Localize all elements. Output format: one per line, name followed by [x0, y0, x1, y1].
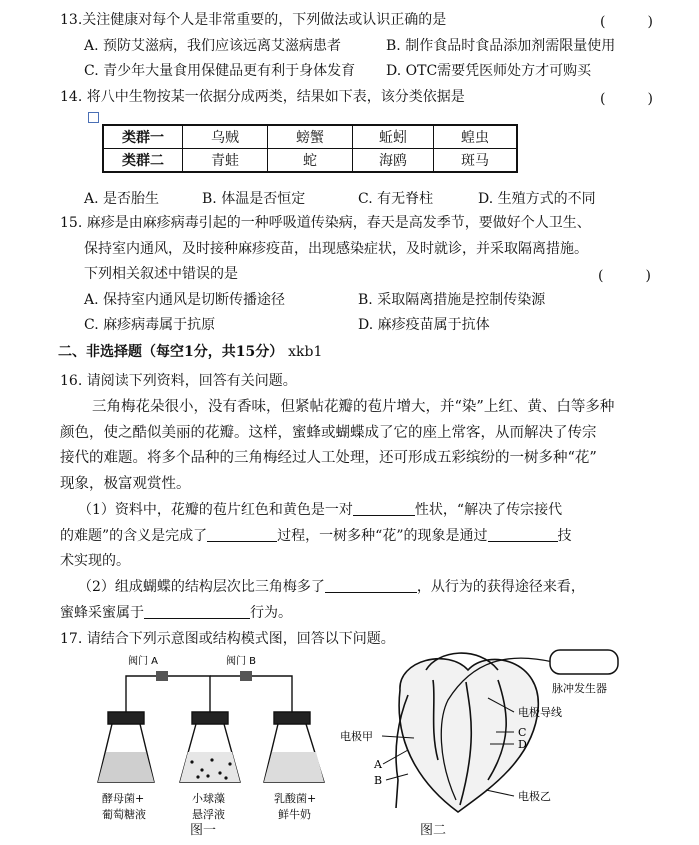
q15-stem-line3: 下列相关叙述中错误的是 — [84, 266, 238, 282]
q16-passage-line1: 三角梅花朵很小，没有香味，但紧帖花瓣的苞片增大，并“染”上红、黄、白等多种 — [92, 399, 615, 415]
flask-liquid — [264, 752, 324, 782]
table-cell: 蚯蚓 — [353, 125, 434, 149]
q16-sub1-text: 的难题”的含义是完成了 — [60, 528, 208, 544]
flask-1-label-line2: 葡萄糖液 — [102, 808, 146, 821]
valve-b-label: 阀门 B — [226, 656, 257, 667]
flask-3-label-line2: 鲜牛奶 — [278, 808, 311, 821]
q14-option-d: D. 生殖方式的不同 — [478, 191, 596, 207]
q15-option-a: A. 保持室内通风是切断传播途径 — [84, 292, 286, 308]
q13-option-a: A. 预防艾滋病，我们应该远离艾滋病患者 — [84, 38, 342, 54]
q16-sub1-text: 性状，“解决了传宗接代 — [414, 502, 563, 518]
pulse-generator-icon — [550, 650, 618, 674]
q16-sub1-text: 技 — [557, 528, 572, 544]
q16-sub1-text: 过程，一树多种“花”的现象是通过 — [277, 528, 488, 544]
valve-a-label: 阀门 A — [128, 656, 159, 667]
q15-option-d: D. 麻疹疫苗属于抗体 — [358, 317, 490, 333]
answer-blank[interactable] — [353, 501, 415, 516]
section-tag: xkb1 — [288, 344, 323, 360]
flask-stopper — [192, 712, 228, 724]
q16-stem: 16. 请阅读下列资料，回答有关问题。 — [60, 373, 297, 389]
electrode-jia-label: 电极甲 — [340, 730, 373, 743]
q14-option-a: A. 是否胎生 — [84, 191, 160, 207]
table-cell: 类群二 — [103, 149, 183, 173]
q13-option-d: D. OTC需要凭医师处方才可购买 — [386, 63, 592, 79]
electrode-wire-label: 电极导线 — [518, 706, 562, 719]
classification-table — [102, 124, 518, 173]
q16-sub1-line2 — [60, 527, 572, 545]
q16-sub1-line3: 术实现的。 — [60, 553, 130, 569]
table-cell: 海鸥 — [353, 149, 434, 173]
tube-b — [210, 676, 292, 712]
q13-option-b: B. 制作食品时食品添加剂需限量使用 — [386, 38, 616, 54]
valve-a-icon — [156, 671, 168, 681]
answer-blank[interactable] — [325, 578, 417, 593]
label-b: B — [374, 774, 383, 787]
label-d: D — [518, 738, 527, 751]
q13-option-c: C. 青少年大量食用保健品更有利于身体发育 — [84, 63, 356, 79]
q17-stem: 17. 请结合下列示意图或结构模式图，回答以下问题。 — [60, 631, 395, 647]
leader-line — [486, 790, 514, 796]
table-cell: 蝗虫 — [434, 125, 518, 149]
q14-answer-paren: ( ) — [600, 91, 653, 107]
q15-option-c: C. 麻疹病毒属于抗原 — [84, 317, 216, 333]
section-title — [58, 343, 322, 361]
figure-one-caption: 图一 — [190, 823, 217, 838]
electrode-yi-label: 电极乙 — [518, 790, 551, 803]
flask-3-label-line1: 乳酸菌+ — [274, 792, 317, 805]
figure-one-flasks — [88, 652, 348, 837]
q14-option-c: C. 有无脊柱 — [358, 191, 434, 207]
figure-two-caption: 图二 — [420, 823, 447, 838]
q16-sub2-text: 蜜蜂采蜜属于 — [60, 605, 144, 621]
figure-two-heart — [338, 640, 638, 825]
answer-blank[interactable] — [488, 527, 558, 542]
label-c: C — [518, 726, 527, 739]
q16-passage-line3: 接代的难题。将多个品种的三角梅经过人工处理，还可形成五彩缤纷的一树多种“花” — [60, 450, 597, 466]
q16-sub2-line2 — [60, 604, 292, 622]
q15-stem-line2: 保持室内通风，及时接种麻疹疫苗，出现感染症状，及时就诊，并采取隔离措施。 — [84, 241, 588, 257]
flask-liquid — [98, 752, 154, 782]
q14-option-b: B. 体温是否恒定 — [202, 191, 306, 207]
flask-stopper — [274, 712, 310, 724]
flask-2-label-line1: 小球藻 — [192, 792, 225, 805]
table-cell: 螃蟹 — [268, 125, 353, 149]
label-a: A — [374, 758, 382, 771]
table-row — [103, 149, 517, 173]
table-move-handle-icon[interactable] — [88, 112, 99, 123]
q13-answer-paren: ( ) — [600, 14, 653, 30]
q14-stem: 14. 将八中生物按某一依据分成两类，结果如下表，该分类依据是 — [60, 89, 465, 105]
valve-b-icon — [240, 671, 252, 681]
q16-sub1-text: （1）资料中，花瓣的苞片红色和黄色是一对 — [78, 502, 353, 518]
flask-1-label-line1: 酵母菌+ — [102, 792, 145, 805]
q16-sub2-text: 行为。 — [250, 605, 292, 621]
answer-blank[interactable] — [144, 604, 250, 619]
pulse-generator-label: 脉冲发生器 — [552, 682, 607, 695]
flask-2-label-line2: 悬浮液 — [192, 808, 225, 821]
answer-blank[interactable] — [207, 527, 277, 542]
q16-sub2-text: ，从行为的获得途径来看， — [416, 579, 585, 595]
flask-liquid — [180, 752, 240, 782]
table-cell: 类群一 — [103, 125, 183, 149]
table-row — [103, 125, 517, 149]
q15-stem-line1: 15. 麻疹是由麻疹病毒引起的一种呼吸道传染病，春天是高发季节，要做好个人卫生、 — [60, 215, 591, 231]
q16-passage-line2: 颜色，使之酷似美丽的花瓣。这样，蜜蜂或蝴蝶成了它的座上常客，从而解决了传宗 — [60, 425, 597, 441]
table-cell: 青蛙 — [183, 149, 268, 173]
q15-option-b: B. 采取隔离措施是控制传染源 — [358, 292, 546, 308]
q15-answer-paren: ( ) — [598, 268, 651, 284]
table-cell: 乌贼 — [183, 125, 268, 149]
q13-stem: 13.关注健康对每个人是非常重要的，下列做法或认识正确的是 — [60, 12, 447, 28]
tube-a — [126, 676, 210, 714]
flask-stopper — [108, 712, 144, 724]
section-title-text: 二、非选择题（每空1分，共15分） — [58, 344, 284, 360]
q16-sub2-line1 — [78, 578, 585, 596]
table-cell: 斑马 — [434, 149, 518, 173]
q16-sub1-line1 — [78, 501, 562, 519]
table-cell: 蛇 — [268, 149, 353, 173]
q16-sub2-text: （2）组成蝴蝶的结构层次比三角梅多了 — [78, 579, 325, 595]
q16-passage-line4: 现象，极富观赏性。 — [60, 476, 191, 492]
